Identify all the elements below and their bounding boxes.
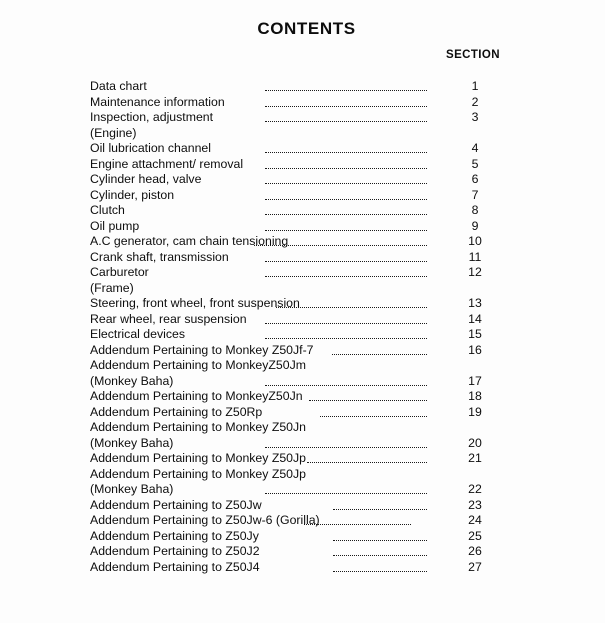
toc-entry-title: Addendum Pertaining to Monkey Z50Jp — [90, 451, 307, 465]
toc-entry-section-number: 22 — [468, 482, 482, 496]
toc-entry-title: Crank shaft, transmission — [90, 249, 229, 264]
dot-leader — [265, 141, 427, 157]
toc-entry-title: Oil pump — [90, 218, 140, 233]
table-row — [0, 126, 605, 142]
table-row — [0, 405, 605, 421]
toc-entry-section-number: 12 — [468, 265, 482, 279]
table-row — [0, 389, 605, 405]
table-row — [0, 374, 605, 390]
toc-entry-section-number: 11 — [468, 249, 482, 264]
toc-entry-title: Cylinder, piston — [90, 187, 175, 202]
toc-entry-section-number: 25 — [468, 528, 482, 543]
table-row — [0, 157, 605, 173]
dot-leader — [309, 389, 427, 405]
table-row — [0, 451, 605, 467]
dot-leader — [265, 312, 427, 328]
toc-entry-section-number: 16 — [468, 342, 482, 357]
dot-leader — [265, 436, 427, 452]
toc-entry-title: Cylinder head, valve — [90, 172, 202, 186]
dot-leader — [265, 265, 427, 281]
toc-entry-title: Oil lubrication channel — [90, 141, 211, 155]
toc-entry-title: Addendum Pertaining to Z50Jw-6 (Gorilla) — [90, 513, 320, 527]
toc-entry-section-number: 21 — [468, 451, 482, 465]
table-row — [0, 343, 605, 359]
dot-leader — [254, 234, 427, 250]
toc-entry-title: Addendum Pertaining to Z50J4 — [90, 559, 260, 574]
toc-entry-section-number: 23 — [468, 497, 482, 512]
dot-leader — [304, 513, 411, 529]
toc-entry-title: (Frame) — [90, 280, 134, 295]
toc-entry-title: Rear wheel, rear suspension — [90, 311, 247, 326]
toc-entry-title: Data chart — [90, 79, 147, 93]
table-row — [0, 482, 605, 498]
toc-entry-section-number: 26 — [468, 544, 482, 558]
toc-entry-title: Addendum Pertaining to MonkeyZ50Jn — [90, 389, 303, 403]
toc-entry-title: (Monkey Baha) — [90, 482, 174, 496]
toc-entry-section-number: 1 — [471, 79, 479, 93]
dot-leader — [265, 110, 427, 126]
dot-leader — [333, 498, 427, 514]
table-row — [0, 281, 605, 297]
table-row — [0, 110, 605, 126]
toc-entry-section-number: 8 — [471, 203, 479, 217]
toc-entry-title: Carburetor — [90, 265, 149, 279]
toc-entry-title: Clutch — [90, 203, 125, 217]
toc-entry-section-number: 5 — [471, 156, 479, 171]
toc-entry-title: Engine attachment/ removal — [90, 156, 244, 171]
toc-entry-section-number: 6 — [471, 172, 479, 186]
dot-leader — [265, 203, 427, 219]
toc-entry-title: Addendum Pertaining to Z50Rp — [90, 404, 263, 419]
table-row — [0, 513, 605, 529]
table-row — [0, 95, 605, 111]
toc-entry-section-number: 17 — [468, 373, 482, 388]
table-row — [0, 560, 605, 576]
toc-entry-title: Addendum Pertaining to Z50J2 — [90, 544, 260, 558]
dot-leader — [332, 343, 427, 359]
toc-entry-title: Addendum Pertaining to Monkey Z50Jn — [90, 420, 307, 434]
toc-entry-section-number: 19 — [468, 404, 482, 419]
dot-leader — [265, 95, 427, 111]
toc-entry-title: Addendum Pertaining to Monkey Z50Jf-7 — [90, 342, 314, 357]
toc-entry-section-number: 4 — [471, 141, 479, 155]
dot-leader — [333, 544, 427, 560]
toc-entry-title: (Monkey Baha) — [90, 435, 174, 450]
toc-entry-section-number: 13 — [468, 296, 482, 310]
table-row — [0, 436, 605, 452]
toc-entry-title: Steering, front wheel, front suspension — [90, 296, 300, 310]
page-title: CONTENTS — [257, 19, 356, 38]
table-row — [0, 358, 605, 374]
dot-leader — [265, 374, 427, 390]
dot-leader — [265, 219, 427, 235]
table-row — [0, 250, 605, 266]
section-column-header: SECTION — [446, 49, 500, 61]
table-row — [0, 529, 605, 545]
table-row — [0, 219, 605, 235]
table-row — [0, 467, 605, 483]
dot-leader — [265, 327, 427, 343]
toc-entry-title: A.C generator, cam chain tensioning — [90, 234, 289, 248]
toc-entry-title: Maintenance information — [90, 94, 225, 109]
table-row — [0, 498, 605, 514]
table-row — [0, 265, 605, 281]
table-row — [0, 172, 605, 188]
toc-entry-title: (Engine) — [90, 125, 137, 140]
toc-entry-title: Addendum Pertaining to Monkey Z50Jp — [90, 466, 307, 481]
toc-entry-section-number: 10 — [468, 234, 482, 248]
dot-leader — [333, 560, 427, 576]
toc-entry-title: (Monkey Baha) — [90, 373, 174, 388]
dot-leader — [265, 172, 427, 188]
dot-leader — [333, 529, 427, 545]
toc-entry-section-number: 14 — [468, 311, 482, 326]
table-row — [0, 79, 605, 95]
toc-entry-section-number: 15 — [468, 327, 482, 341]
toc-entry-section-number: 3 — [471, 110, 479, 124]
table-of-contents — [0, 79, 605, 575]
toc-entry-title: Addendum Pertaining to Z50Jw — [90, 497, 262, 512]
toc-entry-section-number: 24 — [468, 513, 482, 527]
dot-leader — [265, 157, 427, 173]
toc-entry-section-number: 9 — [471, 218, 479, 233]
dot-leader — [265, 79, 427, 95]
table-row — [0, 188, 605, 204]
table-row — [0, 296, 605, 312]
table-row — [0, 327, 605, 343]
dot-leader — [276, 296, 427, 312]
toc-entry-section-number: 7 — [471, 187, 479, 202]
table-row — [0, 203, 605, 219]
dot-leader — [265, 250, 427, 266]
toc-entry-section-number: 2 — [471, 94, 479, 109]
table-row — [0, 420, 605, 436]
table-row — [0, 234, 605, 250]
dot-leader — [307, 451, 427, 467]
dot-leader — [265, 482, 427, 498]
table-row — [0, 141, 605, 157]
toc-entry-title: Inspection, adjustment — [90, 110, 214, 124]
table-row — [0, 312, 605, 328]
toc-entry-section-number: 20 — [468, 435, 482, 450]
toc-entry-title: Addendum Pertaining to MonkeyZ50Jm — [90, 358, 306, 372]
dot-leader — [320, 405, 427, 421]
toc-entry-section-number: 18 — [468, 389, 482, 403]
toc-entry-title: Electrical devices — [90, 327, 185, 341]
toc-entry-title: Addendum Pertaining to Z50Jy — [90, 528, 259, 543]
toc-entry-section-number: 27 — [468, 559, 482, 574]
table-row — [0, 544, 605, 560]
dot-leader — [265, 188, 427, 204]
